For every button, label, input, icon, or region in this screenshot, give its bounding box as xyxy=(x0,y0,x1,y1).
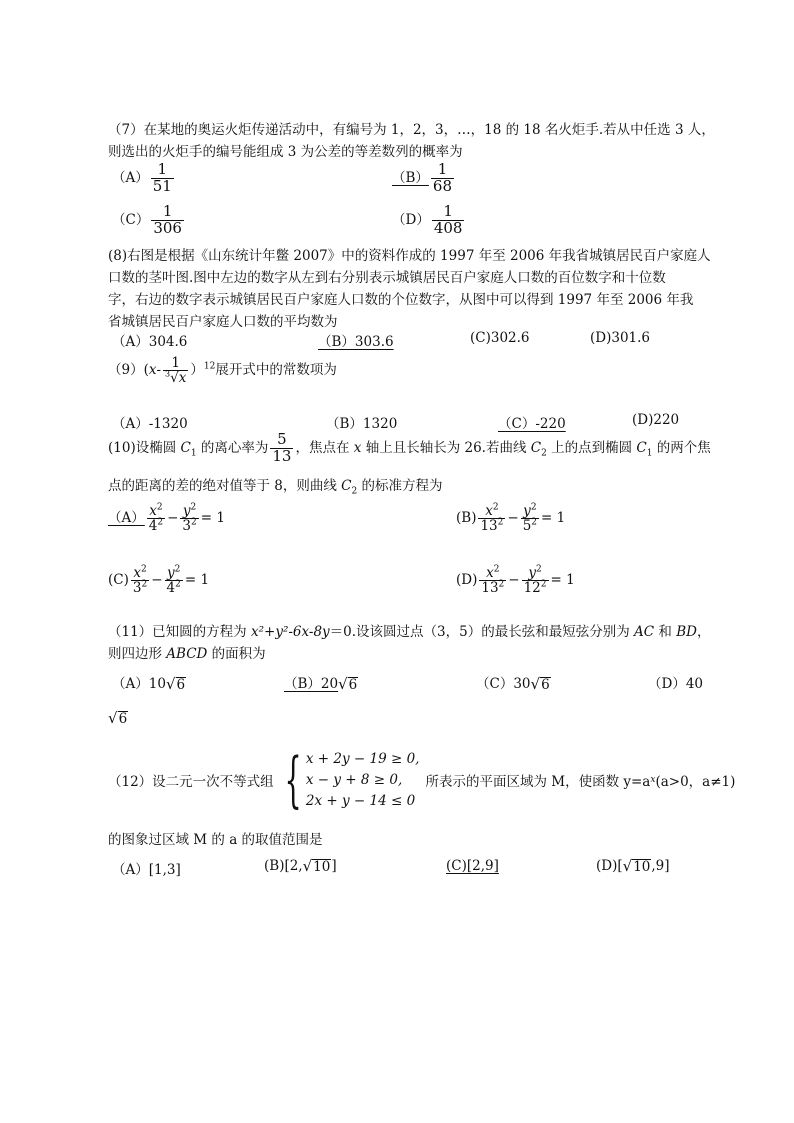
q11-line2: 则四边形 ABCD 的面积为 xyxy=(108,646,266,662)
q11-option-c: （C）30 √ 6 xyxy=(476,674,550,693)
q11-line1: （11）已知圆的方程为 x²+y²-6x-8y＝0.设该圆过点（3，5）的最长弦和最短弦分别为 AC 和 BD， xyxy=(108,624,711,640)
q12-stem: （12）设二元一次不等式组 { x + 2y − 19 ≥ 0, x − y + 8 ≥ 0, 2x + y − 14 ≤ 0 所表示的平面区域为 M，使函数 y=a x (a>0，a≠1) xyxy=(108,745,736,815)
q10-option-c: (C) $\frac{x^2}{3^2}$ − $\frac{y^2}{4^2}$ = 1 xyxy=(108,564,210,597)
q7-line2: 则选出的火炬手的编号能组成 3 为公差的等差数列的概率为 xyxy=(108,144,463,160)
q11-option-a: （A）10 √ 6 xyxy=(112,674,186,693)
q10-option-d: (D) $\frac{x^2}{13^2}$ − $\frac{y^2}{12^2}$ = 1 xyxy=(456,564,575,597)
q7-option-a: （A） $\frac{1}{51}$ xyxy=(112,160,172,195)
q12-option-a: （A）[1,3] xyxy=(112,862,181,878)
q11-option-d-sqrt: √ 6 xyxy=(108,708,128,727)
q12-option-b: (B)[2, √ 10 ] xyxy=(264,856,337,875)
q8-line4: 省城镇居民百户家庭人口数的平均数为 xyxy=(108,314,338,330)
q8-line1: (8)右图是根据《山东统计年鳖 2007》中的资料作成的 1997 年至 2006 年我省城镇居民百户家庭人 xyxy=(108,248,711,264)
q10-option-b: (B) $\frac{x^2}{13^2}$ − $\frac{y^2}{5^2}$ = 1 xyxy=(456,502,566,535)
q9-stem: （9）(x- $\frac{1}{^3√x}$ ）$^{12}$展开式中的常数项为 xyxy=(108,355,337,387)
q8-option-a: （A）304.6 xyxy=(112,334,188,350)
q11-option-b: （B）20 √ 6 xyxy=(284,674,358,693)
q7-line1: （7）在某地的奥运火炬传递活动中，有编号为 1，2，3，…，18 的 18 名火炬手.若从中任选 3 人， xyxy=(108,122,715,138)
q8-option-b: （B）303.6 xyxy=(318,334,394,350)
q7-option-c: （C） $\frac{1}{306}$ xyxy=(112,202,182,237)
q9-option-b: （B）1320 xyxy=(326,416,398,432)
q7-option-b: （B） $\frac{1}{68}$ xyxy=(392,160,453,195)
q10-line1: (10)设椭圆 $C_1$ 的离心率为 $\frac{5}{13}$ ，焦点在 x 轴上且长轴长为 26.若曲线 $C_2$ 上的点到椭圆 $C_1$ 的两个焦 xyxy=(108,430,711,465)
q9-option-a: （A）-1320 xyxy=(112,416,188,432)
q10-line2: 点的距离的差的绝对值等于 8，则曲线 $C_2$ 的标准方程为 xyxy=(108,478,443,497)
q12-option-c: (C)[2,9] xyxy=(446,858,499,874)
q12-inequality-system: { x + 2y − 19 ≥ 0, x − y + 8 ≥ 0, 2x + y − 14 ≤ 0 xyxy=(284,745,420,815)
q8-line3: 字，右边的数字表示城镇居民百户家庭人口数的个位数字，从图中可以得到 1997 年至 2006 年我 xyxy=(108,292,694,308)
q8-option-d: (D)301.6 xyxy=(590,330,651,346)
q8-option-c: (C)302.6 xyxy=(470,330,530,346)
q8-line2: 口数的茎叶图.图中左边的数字从左到右分别表示城镇居民百户家庭人口数的百位数字和十位数 xyxy=(108,270,666,286)
q12-line2: 的图象过区域 M 的 a 的取值范围是 xyxy=(108,832,323,848)
q7-option-d: （D） $\frac{1}{408}$ xyxy=(392,202,463,237)
q10-option-a: （A） $\frac{x^2}{4^2}$ − $\frac{y^2}{3^2}$ = 1 xyxy=(108,502,225,535)
q9-option-d: (D)220 xyxy=(632,412,680,428)
q9-option-c: （C）-220 xyxy=(498,416,566,432)
q12-option-d: (D)[ √ 10 ,9] xyxy=(596,856,670,875)
q11-option-d: （D）40 xyxy=(648,676,704,692)
